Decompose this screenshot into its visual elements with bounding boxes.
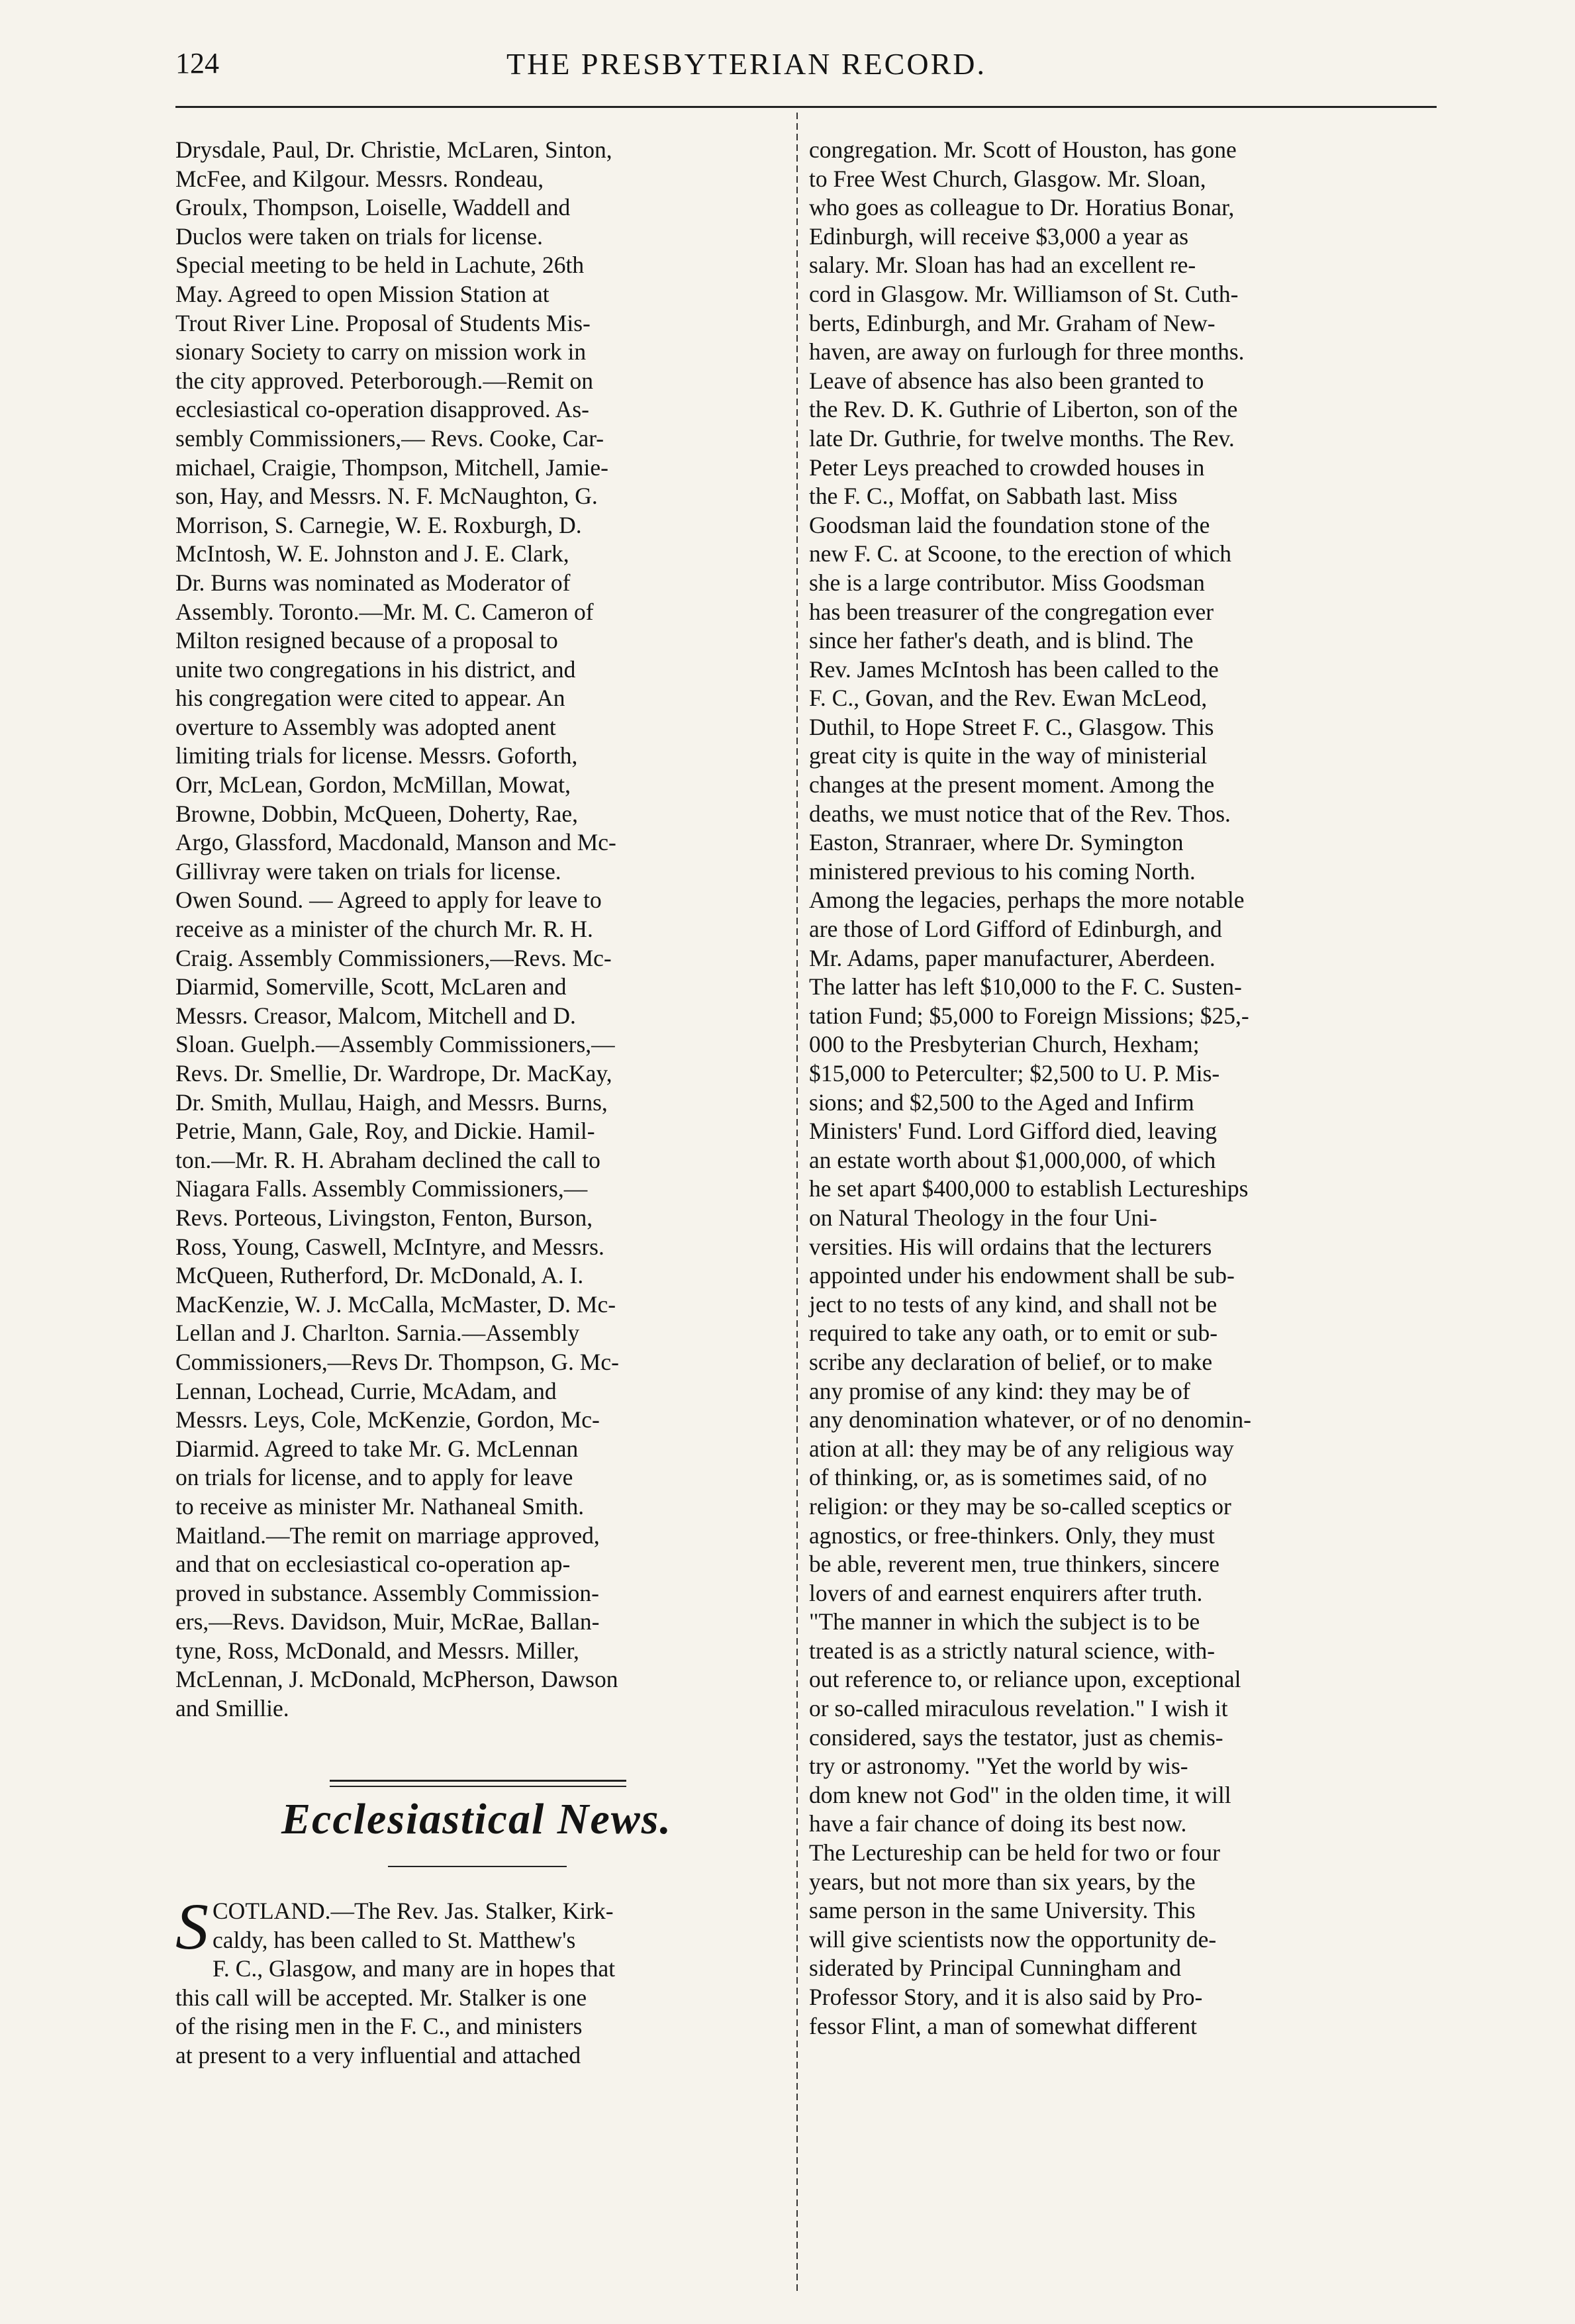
right-column-line: berts, Edinburgh, and Mr. Graham of New-: [809, 309, 1216, 336]
right-column-line: congregation. Mr. Scott of Houston, has gone: [809, 136, 1237, 163]
left-column-line: McFee, and Kilgour. Messrs. Rondeau,: [175, 165, 544, 192]
left-column-line: Trout River Line. Proposal of Students Mis-: [175, 309, 591, 336]
right-column-line: appointed under his endowment shall be sub-: [809, 1262, 1235, 1289]
left-column-line: Dr. Smith, Mullau, Haigh, and Messrs. Burns,: [175, 1089, 608, 1116]
right-column-line: 000 to the Presbyterian Church, Hexham;: [809, 1031, 1200, 1058]
right-column-line: has been treasurer of the congregation ever: [809, 598, 1214, 625]
left-column-line: overture to Assembly was adopted anent: [175, 713, 556, 740]
header-rule: [175, 106, 1437, 108]
right-column-line: Professor Story, and it is also said by Pro-: [809, 1984, 1203, 2010]
left-column-line: Argo, Glassford, Macdonald, Manson and Mc-: [175, 829, 616, 856]
news-line: at present to a very influential and attached: [175, 2041, 581, 2068]
news-line: F. C., Glasgow, and many are in hopes that: [213, 1955, 616, 1982]
right-column-line: salary. Mr. Sloan has had an excellent re-: [809, 252, 1196, 279]
heading-rule-lower: [330, 1786, 626, 1787]
left-column-line: tyne, Ross, McDonald, and Messrs. Miller,: [175, 1637, 579, 1664]
left-column-line: sembly Commissioners,— Revs. Cooke, Car-: [175, 424, 604, 452]
right-column-line: out reference to, or reliance upon, exceptional: [809, 1666, 1241, 1693]
right-column-line: to Free West Church, Glasgow. Mr. Sloan,: [809, 165, 1206, 192]
page-number: 124: [175, 47, 219, 79]
left-column-line: ers,—Revs. Davidson, Muir, McRae, Ballan-: [175, 1608, 600, 1635]
news-line: this call will be accepted. Mr. Stalker is one: [175, 1984, 587, 2011]
right-column-line: The latter has left $10,000 to the F. C. Susten-: [809, 973, 1242, 1000]
right-column-line: any denomination whatever, or of no denomin-: [809, 1406, 1251, 1433]
right-column: [809, 136, 1430, 2041]
left-column-line: Revs. Porteous, Livingston, Fenton, Burson,: [175, 1204, 593, 1231]
left-column-line: Craig. Assembly Commissioners,—Revs. Mc-: [175, 944, 612, 971]
news-line: caldy, has been called to St. Matthew's: [213, 1926, 576, 1953]
left-column-line: Morrison, S. Carnegie, W. E. Roxburgh, D.: [175, 511, 582, 538]
right-column-line: cord in Glasgow. Mr. Williamson of St. Cuth-: [809, 280, 1239, 307]
right-column-line: $15,000 to Peterculter; $2,500 to U. P. Mis-: [809, 1060, 1220, 1087]
left-column-line: Dr. Burns was nominated as Moderator of: [175, 569, 571, 596]
right-column-line: ject to no tests of any kind, and shall not be: [809, 1290, 1217, 1318]
right-column-line: The Lectureship can be held for two or four: [809, 1839, 1221, 1866]
left-column-line: Messrs. Creasor, Malcom, Mitchell and D.: [175, 1002, 576, 1029]
left-column-line: his congregation were cited to appear. An: [175, 685, 565, 712]
left-column-line: Lennan, Lochead, Currie, McAdam, and: [175, 1377, 557, 1404]
left-column-line: McQueen, Rutherford, Dr. McDonald, A. I.: [175, 1262, 584, 1289]
left-column-line: limiting trials for license. Messrs. Goforth,: [175, 742, 578, 769]
right-column-line: tation Fund; $5,000 to Foreign Missions; $25,-: [809, 1002, 1249, 1029]
left-column-line: Diarmid, Somerville, Scott, McLaren and: [175, 973, 567, 1000]
left-column-line: Drysdale, Paul, Dr. Christie, McLaren, Sinton,: [175, 136, 612, 163]
right-column-line: the F. C., Moffat, on Sabbath last. Miss: [809, 483, 1178, 510]
right-column-line: an estate worth about $1,000,000, of which: [809, 1146, 1216, 1173]
right-column-line: Mr. Adams, paper manufacturer, Aberdeen.: [809, 944, 1216, 971]
right-column-line: treated is as a strictly natural science, with-: [809, 1637, 1216, 1664]
left-column-line: Petrie, Mann, Gale, Roy, and Dickie. Hamil-: [175, 1118, 595, 1145]
left-column-line: Sloan. Guelph.—Assembly Commissioners,—: [175, 1031, 615, 1058]
page-header: [175, 46, 1433, 86]
right-column-line: ministered previous to his coming North.: [809, 857, 1196, 885]
right-column-line: new F. C. at Scoone, to the erection of which: [809, 540, 1231, 567]
left-column-line: MacKenzie, W. J. McCalla, McMaster, D. Mc-: [175, 1290, 616, 1318]
section-heading: Ecclesiastical News.: [281, 1795, 672, 1843]
left-column: [175, 136, 778, 1723]
right-column-line: lovers of and earnest enquirers after truth.: [809, 1579, 1203, 1606]
left-column-line: McIntosh, W. E. Johnston and J. E. Clark,: [175, 540, 569, 567]
column-divider: [796, 113, 798, 2291]
left-column-line: Milton resigned because of a proposal to: [175, 627, 558, 654]
left-column-line: and that on ecclesiastical co-operation ap-: [175, 1551, 571, 1578]
left-column-line: Special meeting to be held in Lachute, 26th: [175, 252, 585, 279]
left-column-line: the city approved. Peterborough.—Remit on: [175, 367, 593, 394]
left-column-line: to receive as minister Mr. Nathaneal Smith.: [175, 1492, 585, 1520]
right-column-line: fessor Flint, a man of somewhat different: [809, 2012, 1197, 2039]
right-column-line: Rev. James McIntosh has been called to the: [809, 655, 1219, 683]
right-column-line: changes at the present moment. Among the: [809, 771, 1215, 799]
right-column-line: same person in the same University. This: [809, 1897, 1196, 1924]
right-column-line: she is a large contributor. Miss Goodsman: [809, 569, 1205, 596]
left-column-line: unite two congregations in his district, and: [175, 655, 576, 683]
left-column-line: Gillivray were taken on trials for license.: [175, 857, 561, 885]
right-column-line: Edinburgh, will receive $3,000 a year as: [809, 222, 1189, 250]
right-column-line: versities. His will ordains that the lecturers: [809, 1233, 1212, 1260]
left-column-line: Duclos were taken on trials for license.: [175, 222, 543, 250]
left-column-line: Diarmid. Agreed to take Mr. G. McLennan: [175, 1435, 579, 1462]
right-column-line: have a fair chance of doing its best now.: [809, 1810, 1187, 1837]
right-column-line: be able, reverent men, true thinkers, sincere: [809, 1551, 1219, 1578]
right-column-line: great city is quite in the way of ministerial: [809, 742, 1208, 769]
right-column-line: who goes as colleague to Dr. Horatius Bonar,: [809, 194, 1235, 221]
right-column-line: he set apart $400,000 to establish Lectureships: [809, 1175, 1249, 1202]
right-column-line: are those of Lord Gifford of Edinburgh, and: [809, 916, 1222, 943]
left-column-line: ton.—Mr. R. H. Abraham declined the call to: [175, 1146, 600, 1173]
right-column-line: Peter Leys preached to crowded houses in: [809, 454, 1205, 481]
right-column-line: deaths, we must notice that of the Rev. Thos.: [809, 800, 1231, 827]
right-column-line: Leave of absence has also been granted to: [809, 367, 1204, 394]
right-column-line: dom knew not God" in the olden time, it will: [809, 1781, 1231, 1808]
left-column-line: Lellan and J. Charlton. Sarnia.—Assembly: [175, 1320, 580, 1347]
right-column-line: haven, are away on furlough for three months.: [809, 338, 1245, 365]
right-column-line: "The manner in which the subject is to be: [809, 1608, 1200, 1635]
left-column-line: and Smillie.: [175, 1695, 289, 1722]
heading-rule-short: [388, 1866, 567, 1867]
right-column-line: Easton, Stranraer, where Dr. Symington: [809, 829, 1184, 856]
news-line: COTLAND.—The Rev. Jas. Stalker, Kirk-: [213, 1898, 614, 1924]
right-column-line: religion: or they may be so-called sceptics or: [809, 1492, 1231, 1520]
left-column-line: Browne, Dobbin, McQueen, Doherty, Rae,: [175, 800, 578, 827]
right-column-line: any promise of any kind: they may be of: [809, 1377, 1190, 1404]
right-column-line: Ministers' Fund. Lord Gifford died, leaving: [809, 1118, 1217, 1145]
right-column-line: F. C., Govan, and the Rev. Ewan McLeod,: [809, 685, 1208, 712]
heading-rule-upper: [330, 1780, 626, 1782]
left-column-line: Messrs. Leys, Cole, McKenzie, Gordon, Mc-: [175, 1406, 600, 1433]
left-column-line: Orr, McLean, Gordon, McMillan, Mowat,: [175, 771, 571, 799]
right-column-line: or so-called miraculous revelation." I wish it: [809, 1695, 1228, 1722]
drop-cap: S: [175, 1890, 209, 1963]
right-column-line: considered, says the testator, just as chemis-: [809, 1723, 1223, 1751]
right-column-line: late Dr. Guthrie, for twelve months. The Rev.: [809, 424, 1235, 452]
left-column-line: michael, Craigie, Thompson, Mitchell, Jamie-: [175, 454, 608, 481]
right-column-line: try or astronomy. "Yet the world by wis-: [809, 1753, 1188, 1780]
left-column-line: proved in substance. Assembly Commission-: [175, 1579, 599, 1606]
left-column-line: ecclesiastical co-operation disapproved. As-: [175, 396, 589, 423]
right-column-line: of thinking, or, as is sometimes said, of no: [809, 1464, 1208, 1491]
left-column-line: Commissioners,—Revs Dr. Thompson, G. Mc-: [175, 1348, 619, 1375]
left-column-line: Assembly. Toronto.—Mr. M. C. Cameron of: [175, 598, 594, 625]
right-column-line: ation at all: they may be of any religious way: [809, 1435, 1234, 1462]
right-column-line: Goodsman laid the foundation stone of the: [809, 511, 1210, 538]
left-column-line: McLennan, J. McDonald, McPherson, Dawson: [175, 1666, 618, 1693]
running-title: THE PRESBYTERIAN RECORD.: [506, 47, 986, 81]
right-column-line: Duthil, to Hope Street F. C., Glasgow. This: [809, 713, 1214, 740]
left-column-line: receive as a minister of the church Mr. R. H.: [175, 916, 593, 943]
right-column-line: on Natural Theology in the four Uni-: [809, 1204, 1157, 1231]
right-column-line: sions; and $2,500 to the Aged and Infirm: [809, 1089, 1194, 1116]
left-column-line: Maitland.—The remit on marriage approved,: [175, 1522, 600, 1549]
right-column-line: scribe any declaration of belief, or to make: [809, 1348, 1213, 1375]
right-column-line: agnostics, or free-thinkers. Only, they must: [809, 1522, 1215, 1549]
right-column-line: required to take any oath, or to emit or sub-: [809, 1320, 1218, 1347]
left-column-line: on trials for license, and to apply for leave: [175, 1464, 573, 1491]
right-column-line: years, but not more than six years, by the: [809, 1868, 1196, 1895]
left-column-line: Owen Sound. — Agreed to apply for leave to: [175, 887, 602, 914]
right-column-line: will give scientists now the opportunity de-: [809, 1925, 1217, 1953]
right-column-line: Among the legacies, perhaps the more notable: [809, 887, 1245, 914]
left-column-line: Niagara Falls. Assembly Commissioners,—: [175, 1175, 588, 1202]
left-column-line: son, Hay, and Messrs. N. F. McNaughton, G.: [175, 483, 598, 510]
news-line: of the rising men in the F. C., and ministers: [175, 2013, 583, 2040]
right-column-line: since her father's death, and is blind. The: [809, 627, 1194, 654]
left-column-line: Groulx, Thompson, Loiselle, Waddell and: [175, 194, 571, 221]
news-article: [175, 1890, 778, 2070]
right-column-line: siderated by Principal Cunningham and: [809, 1955, 1181, 1982]
left-column-line: sionary Society to carry on mission work in: [175, 338, 587, 365]
left-column-line: Revs. Dr. Smellie, Dr. Wardrope, Dr. MacKay,: [175, 1060, 612, 1087]
left-column-line: Ross, Young, Caswell, McIntyre, and Messrs.: [175, 1233, 604, 1260]
right-column-line: the Rev. D. K. Guthrie of Liberton, son of the: [809, 396, 1238, 423]
left-column-line: May. Agreed to open Mission Station at: [175, 280, 549, 307]
